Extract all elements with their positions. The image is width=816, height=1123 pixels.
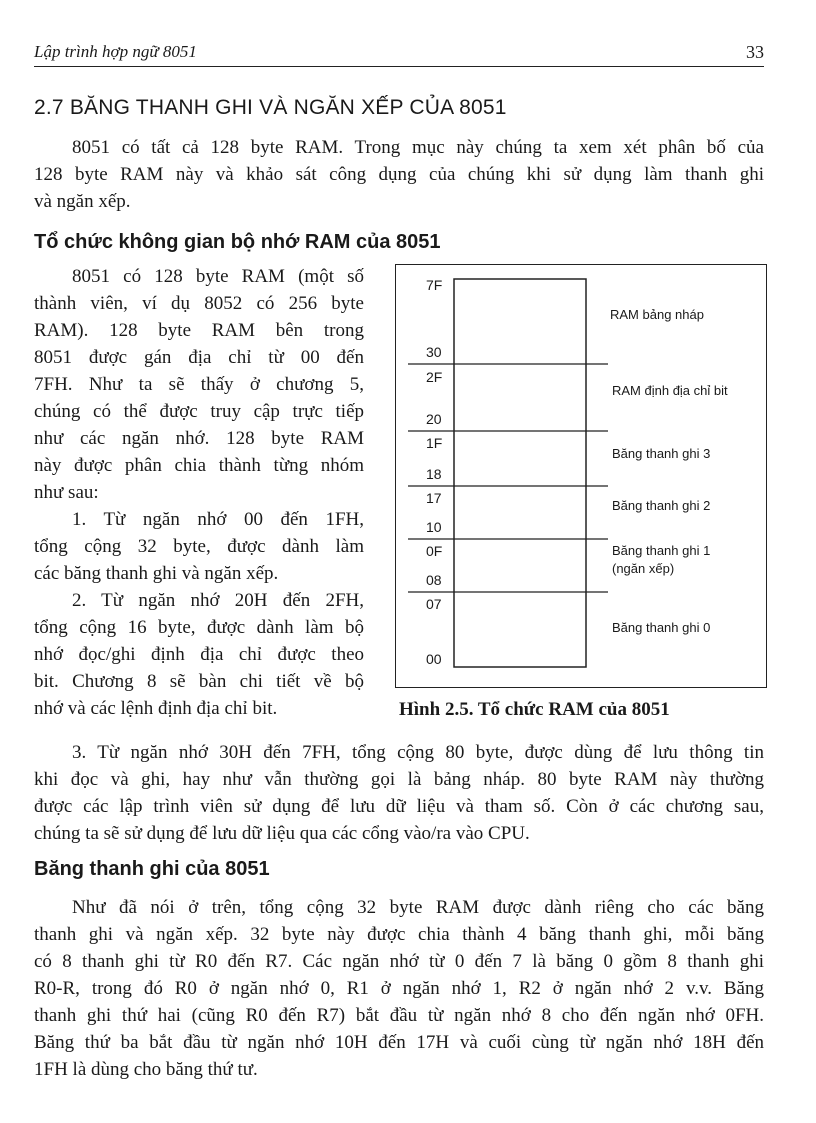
banks-line: R0-R, trong đó R0 ở ngăn nhớ 0, R1 ở ngăn nhớ 1, R2 ở ngăn nhớ 2 v.v. Băng: [34, 978, 764, 999]
memory-column: [454, 279, 586, 667]
addr-18: 18: [426, 466, 442, 482]
label-bank-1-stack: (ngăn xếp): [612, 561, 675, 576]
addr-1f: 1F: [426, 435, 443, 451]
label-bank-0: Băng thanh ghi 0: [612, 620, 711, 635]
page-number: 33: [746, 42, 764, 62]
ram-line: 8051 có 128 byte RAM (một số: [72, 266, 364, 287]
section-title: 2.7 BĂNG THANH GHI VÀ NGĂN XẾP CỦA 8051: [34, 96, 507, 119]
label-bank-1: Băng thanh ghi 1: [612, 543, 711, 558]
ram-description: [34, 263, 364, 722]
banks-line: có 8 thanh ghi từ R0 đến R7. Các ngăn nhớ từ 0 đến 7 là băng 0 gồm 8 thanh ghi: [34, 951, 764, 972]
banks-paragraph: [34, 894, 764, 1083]
intro-line-2: 128 byte RAM này và khảo sát công dụng của chúng khi sử dụng làm thanh ghi: [34, 164, 764, 185]
list-item-2: tổng cộng 16 byte, được dành làm bộ: [34, 617, 364, 638]
addr-20: 20: [426, 411, 442, 427]
addr-0f: 0F: [426, 543, 443, 559]
item3-line: 3. Từ ngăn nhớ 30H đến 7FH, tổng cộng 80 byte, được dùng để lưu thông tin: [72, 742, 764, 763]
addr-17: 17: [426, 490, 442, 506]
list-item-1: các băng thanh ghi và ngăn xếp.: [34, 563, 279, 584]
label-scratch-pad: RAM bảng nháp: [610, 307, 704, 322]
ram-line: 8051 được gán địa chỉ từ 00 đến: [34, 347, 364, 368]
subsection-heading-banks: Băng thanh ghi của 8051: [34, 858, 270, 880]
banks-line: 1FH là dùng cho băng thứ tư.: [34, 1059, 258, 1080]
intro-line-1: 8051 có tất cả 128 byte RAM. Trong mục này chúng ta xem xét phân bố của: [72, 137, 764, 158]
ram-line: chúng có thể được truy cập trực tiếp: [34, 401, 364, 422]
addr-00: 00: [426, 651, 442, 667]
label-bank-2: Băng thanh ghi 2: [612, 498, 711, 513]
ram-line: như các ngăn nhớ. 128 byte RAM: [34, 428, 364, 449]
list-item-2: nhớ đọc/ghi định địa chỉ được theo: [34, 644, 364, 665]
banks-line: Băng thứ ba bắt đầu từ ngăn nhớ 10H đến 17H và cuối cùng từ ngăn nhớ 18H đến: [34, 1032, 764, 1053]
item3-line: được các lập trình viên sử dụng để lưu dữ liệu và tham số. Còn ở các chương sau,: [34, 796, 764, 817]
book-title: Lập trình hợp ngữ 8051: [34, 42, 197, 61]
ram-line: 7FH. Như ta sẽ thấy ở chương 5,: [34, 374, 364, 395]
addr-10: 10: [426, 519, 442, 535]
ram-line: RAM). 128 byte RAM bên trong: [34, 320, 364, 341]
page-header: [34, 36, 764, 67]
list-item-3: [34, 739, 764, 847]
banks-line: thanh ghi thứ hai (cũng R0 đến R7) bắt đầu từ ngăn nhớ 8 cho đến ngăn nhớ 0FH.: [34, 1005, 764, 1026]
ram-line: như sau:: [34, 482, 99, 503]
list-item-2: bit. Chương 8 sẽ bàn chi tiết về bộ: [34, 671, 364, 692]
intro-line-3: và ngăn xếp.: [34, 191, 131, 212]
ram-diagram-lines: [396, 265, 766, 687]
label-bit-addressable: RAM định địa chỉ bit: [612, 383, 728, 398]
banks-line: thanh ghi và ngăn xếp. 32 byte này được chia thành 4 băng thanh ghi, mỗi băng: [34, 924, 764, 945]
subsection-heading-ram: Tổ chức không gian bộ nhớ RAM của 8051: [34, 231, 441, 253]
ram-organization-diagram: [395, 264, 767, 688]
addr-08: 08: [426, 572, 442, 588]
ram-line: thành viên, ví dụ 8052 có 256 byte: [34, 293, 364, 314]
list-item-1: tổng cộng 32 byte, được dành làm: [34, 536, 364, 557]
addr-2f: 2F: [426, 369, 443, 385]
item3-line: chúng ta sẽ sử dụng để lưu dữ liệu qua các cổng vào/ra vào CPU.: [34, 823, 530, 844]
addr-7f: 7F: [426, 277, 443, 293]
item3-line: khi đọc và ghi, hay như vẫn thường gọi là bảng nháp. 80 byte RAM này thường: [34, 769, 764, 790]
ram-line: này được phân chia thành từng nhóm: [34, 455, 364, 476]
label-bank-3: Băng thanh ghi 3: [612, 446, 711, 461]
figure-caption: Hình 2.5. Tổ chức RAM của 8051: [399, 699, 670, 720]
addr-30: 30: [426, 344, 442, 360]
intro-paragraph: [34, 134, 764, 215]
list-item-2: nhớ và các lệnh định địa chỉ bit.: [34, 698, 278, 719]
banks-line: Như đã nói ở trên, tổng cộng 32 byte RAM được dành riêng cho các băng: [72, 897, 764, 918]
addr-07: 07: [426, 596, 442, 612]
list-item-2: 2. Từ ngăn nhớ 20H đến 2FH,: [72, 590, 364, 611]
list-item-1: 1. Từ ngăn nhớ 00 đến 1FH,: [72, 509, 364, 530]
